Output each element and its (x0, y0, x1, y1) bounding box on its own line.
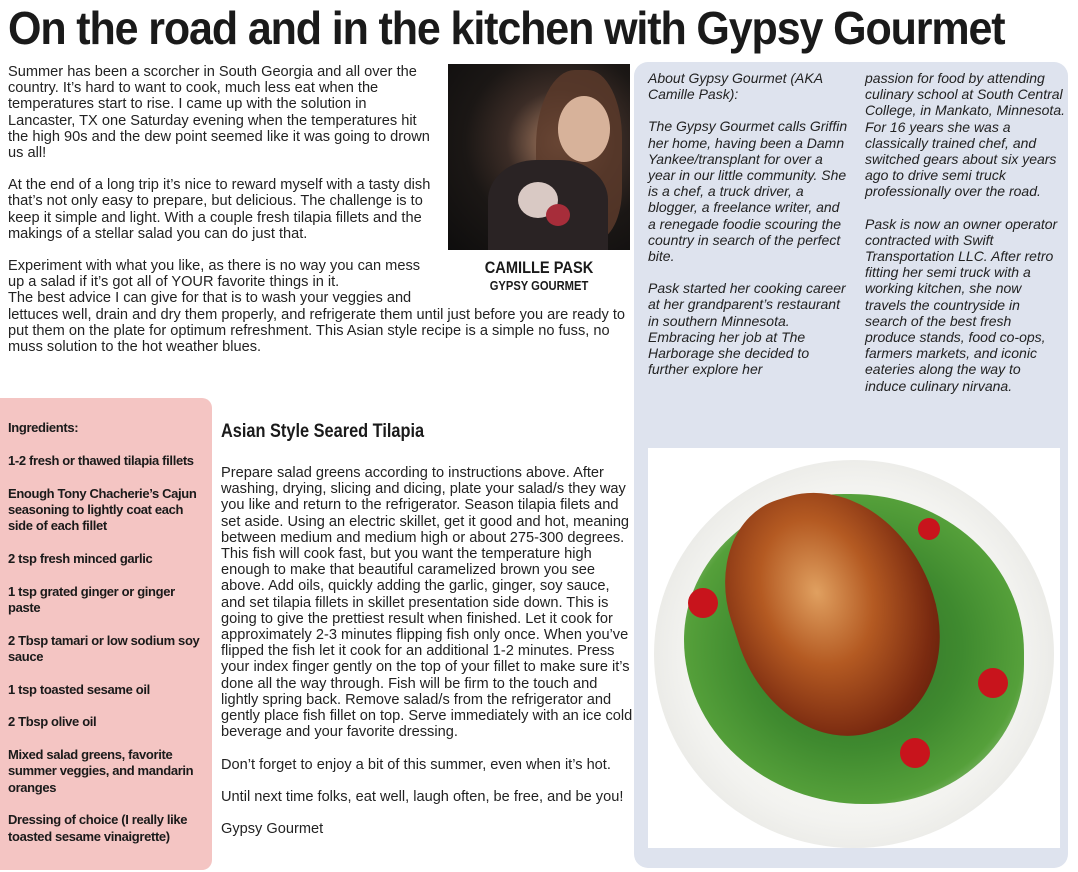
portrait-face-shape (558, 96, 610, 162)
recipe-paragraph: Until next time folks, eat well, laugh often, be free, and be you! (221, 789, 624, 806)
ingredient-item: 1 tsp grated ginger or ginger paste (8, 583, 175, 615)
ingredient-item: 1 tsp toasted sesame oil (8, 681, 150, 697)
tomato-shape (978, 668, 1008, 698)
tomato-shape (688, 588, 718, 618)
ingredients-heading: Ingredients: (8, 420, 79, 435)
tomato-shape (900, 738, 930, 768)
tomato-shape (918, 518, 940, 540)
ingredient-item: Enough Tony Chacherie’s Cajun seasoning to lightly coat each side of each fillet (8, 485, 197, 533)
recipe-article (221, 420, 633, 854)
about-sidebar (634, 62, 1068, 868)
ingredient-item: Dressing of choice (I really like toasted sesame vinaigrette) (8, 812, 188, 844)
recipe-signature: Gypsy Gourmet (221, 821, 324, 838)
about-column-right (865, 70, 1065, 394)
photo-caption-title: GYPSY GOURMET (489, 278, 589, 293)
page-headline: On the road and in the kitchen with Gypsy Gourmet (8, 2, 1005, 54)
recipe-paragraph: Don’t forget to enjoy a bit of this summer, even when it’s hot. (221, 756, 611, 773)
intro-paragraph: Summer has been a scorcher in South Georgia and all over the country. It’s hard to want to cook, much less eat when the temperatures start to rise. I came up with the solution in Lancaster, TX one Saturday evening when the temperatures hit the high 90s and the dew point seemed like it was going to drown us all! (8, 64, 430, 162)
recipe-instructions: Prepare salad greens according to instructions above. After washing, drying, slicing and dicing, plate your salad/s they way you like and return to the refrigerator. Season tilapia filets and set aside. Using an electric skillet, get it good and hot, meaning between medium and medium high or about 275-300 degrees. This fish will cook fast, but you want the temperature high enough to make that beautiful caramelized brown you see above. Add oils, quickly adding the garlic, ginger, soy sauce, and set tilapia fillets in skillet presentation side down. This is going to give the prettiest result when finished. Let it cook for approximately 2-3 minutes flipping fish only once. When you’ve flipped the fish let it cook for an additional 1-2 minutes. Press your index finger gently on the top of your fillet to make sure it’s done all the way through. Fish will be firm to the touch and lightly spring back. Remove salad/s from the refrigerator and gently place fish fillet on top. Serve immediately with an ice cold beverage and your favorite dressing. (221, 465, 633, 741)
about-paragraph: The Gypsy Gourmet calls Griffin her home, having been a Damn Yankee/transplant for over a year in our little community. She is a chef, a truck driver, a blogger, a freelance writer, and a renegade foodie scouring the country in search of the perfect bite. (648, 118, 848, 265)
about-paragraph: Pask started her cooking career at her grandparent’s restaurant in southern Minnesota. Embracing her job at The Harborage she decided to further explore her (648, 280, 846, 378)
about-paragraph: passion for food by attending culinary school at South Central College, in Mankato, Minnesota. For 16 years she was a classically trained chef, and switched gears about six years ago to drive semi truck professionally over the road. (865, 70, 1065, 200)
ingredient-item: 2 Tbsp tamari or low sodium soy sauce (8, 632, 200, 664)
ingredient-item: 2 Tbsp olive oil (8, 714, 97, 730)
photo-caption-name: CAMILLE PASK (484, 258, 594, 277)
author-portrait-image (448, 64, 630, 250)
ingredients-panel (0, 398, 212, 870)
intro-article (8, 64, 632, 355)
tilapia-dish-photo (648, 448, 1060, 848)
author-photo-block (446, 64, 632, 296)
about-heading: About Gypsy Gourmet (AKA Camille Pask): (648, 70, 823, 103)
intro-paragraph: Experiment with what you like, as there is no way you can mess up a salad if it’s got all of YOUR favorite things in it. (8, 258, 421, 291)
ingredient-item: Mixed salad greens, favorite summer veggies, and mandarin oranges (8, 747, 194, 795)
portrait-shirt-rose (546, 204, 570, 226)
intro-paragraph: The best advice I can give for that is to wash your veggies and lettuces well, drain and dry them properly, and refrigerate them until just before you are ready to put them on the plate for optimum refreshment. This Asian style recipe is a simple no fuss, no muss solution to the hot weather blues. (8, 290, 626, 356)
about-column-left (648, 70, 848, 377)
intro-paragraph: At the end of a long trip it’s nice to reward myself with a tasty dish that’s not only easy to prepare, but delicious. The challenge is to keep it simple and light. With a couple fresh tilapia fillets and the makings of a stellar salad you can do just that. (8, 177, 431, 242)
about-paragraph: Pask is now an owner operator contracted with Swift Transportation LLC. After retro fitting her semi truck with a working kitchen, she now travels the countryside in search of the best fresh produce stands, food co-ops, farmers markets, and iconic eateries along the way to induce culinary nirvana. (865, 215, 1058, 394)
recipe-title: Asian Style Seared Tilapia (221, 421, 425, 442)
ingredient-item: 1-2 fresh or thawed tilapia fillets (8, 452, 194, 468)
ingredient-item: 2 tsp fresh minced garlic (8, 550, 153, 566)
